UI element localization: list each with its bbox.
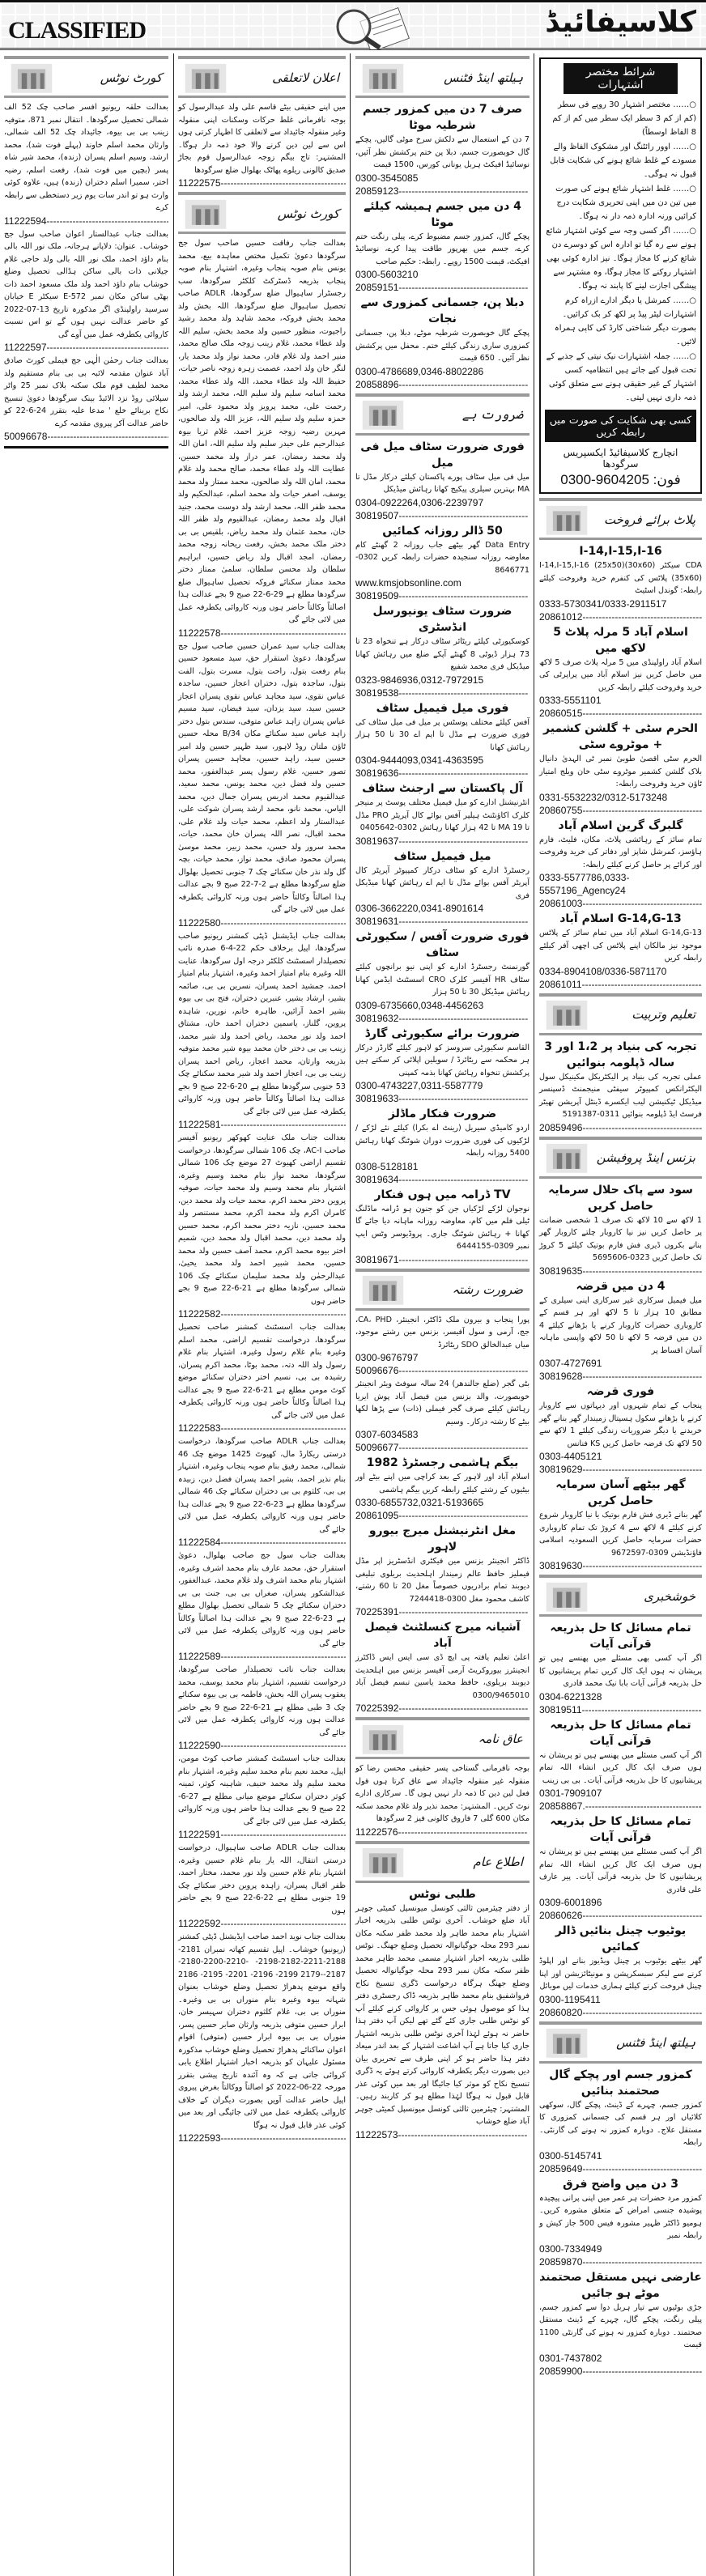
ad-phone: 0301-7909107 [539, 1787, 602, 1799]
classified-ad [178, 640, 346, 929]
classified-ad [355, 603, 530, 699]
classified-ad [178, 1321, 346, 1435]
ad-reference-number: 11222578 ----- [178, 627, 346, 640]
classified-ad [539, 1717, 702, 1813]
ad-phone: 0331-5532232/0312-5173248 [539, 791, 668, 803]
ad-reference-number: 11222593 ----- [178, 2132, 346, 2145]
rules-item: ○…… غلط اشتہار شائع ہونے کی صورت میں تین دن میں اپنی تحریری شکایت درج کرائیں ورنہ ادارہ ذمہ دار نہ ہوگا۔ [545, 182, 696, 223]
ad-body: بعدالت جناب نائب تحصیلدار صاحب سرگودھا، درخواست تقسیم، اشتہار بنام محمد یوسف، محمد یعقوب پسران اللہ بخش، فاطمہ بی بی بیوہ سکنائے چک 3 طبی مطلع ہے 21-6-22 صبح 9 بجے حاضر عدالت ہوں ورنہ کاروائی یکطرفہ عمل میں لائی جائے گی [178, 1665, 346, 1737]
section-title: ہیلتھ اینڈ فٹنس [444, 70, 523, 85]
ad-title: گھر بیٹھے آسان سرمایہ حاصل کریں [555, 1478, 686, 1507]
classified-ad [178, 1549, 346, 1663]
ad-title: سود سے پاک حلال سرمایہ حاصل کریں [548, 1183, 693, 1213]
ad-title: اسلام آباد 5 مرلہ پلاٹ 5 لاکھ میں [553, 625, 688, 655]
classified-ad [539, 2176, 702, 2268]
classified-ad [539, 1620, 702, 1716]
ad-body: از دفتر چیئرمین ثالثی کونسل میونسپل کمیٹی جوہر آباد ضلع خوشاب۔ آخری نوٹس طلبی بذریعہ اخبار اشتہار بنام محمد طاہر ولد محمد ظفر سکنہ مکان نمبر 293 محلہ جوگیانوالہ تحصیل وضلع جھنگ۔ نوٹس طلبی بذریعہ اخبار اشتہار مسمی محمد طاہر محمد ظفر سکنہ مکان نمبر 293 محلہ جوگیانوالہ تحصیل وضلع جھنگ ہرگاہ درخواست ڈگری تنسیخ نکاح فرواشفیق بنام محمد طاہر بذریعہ ڈاک رجسٹری دفتر ہذا کو موصول ہوئی جس پر کاروائی کرنے کیلئے آپ کو نوٹس طلبی جاری کئے گئے تھے لیکن آپ دفتر ہذا حاضر نہ ہوئے لہٰذا آخری نوٹس طلبی بذریعہ اشتہار جاری کیا جاتا ہے آپ اشاعت اشتہار کے بعد اندر میعاد دفتر ہذا حاضر ہو کر اپنی طرف سے تحریری بیان دیں بصورت دیگر یکطرفہ کاروائی کرتے ہوئے یہ ڈگری تنسیخ نکاح کو موثر کیا جائیگا اور بعد میں کوئی عذر قابل قبول نہ ہوگا لہٰذا مطلع ہو کر کاربند رہیں۔ المشتہر: چیئرمین ثالثی کونسل میونسپل کمیٹی جوہر آباد ضلع خوشاب [355, 1903, 530, 2126]
raised-hands-icon [359, 397, 407, 432]
classified-ad [4, 101, 168, 227]
ad-reference-number: 20858896 ----- [355, 378, 530, 391]
ad-title: یوٹیوب چینل بنائیں ڈالر کمائیں [555, 1924, 687, 1953]
ad-body: بعدالت جناب نوید احمد صاحب ایڈیشنل ڈپٹی کمشنر (ریونیو) خوشاب۔ اپیل تقسیم کھاتہ نمبران 2181-2188-2211-2182-2198- -2210-2200-2180-2187--2179 2199- 2196- 2201- 2195- 2186 واقع موضع پدھراڑ تحصیل وضلع خوشاب بعنوان شہانہ بیوہ وغیرہ بنام منوراں بی بی وغیرہ۔ منوراں بی بی، غلام کلثوم دختران سہیسر خان، ابرار حسین متوفی بذریعہ وارثان صابر حسین پسر، منوراں بی بی بیوہ ابرار حسین (متوفی) اقوام اعوان ساکنائے پدھراڑ تحصیل وضلع خوشاب مذکورہ مسئول علیہان کو بذریعہ اخبار اشتہار اطلاع یابی کروائی جاتی ہے کہ وہ آئندہ تاریخ پیشی بتقرر مورخہ 22-06-2022 کو اصالتاً ووکالتاً بغرض پیروی اپیل حاضر عدالت آویں بصورت دیگران کے خلاف کاروائی یکطرفہ عمل میں لائی جائیگی اور بعد میں کوئی عذر قابل قبول نہ ہوگا [177, 1932, 346, 2130]
ad-reference-number: 30819509 ----- [355, 589, 530, 602]
ad-reference-number: 30819636 ----- [355, 767, 530, 780]
ad-body: کمزور جسم، چہرے کے ڈینٹ، پچکے گال، سوکھی کلائیاں اور ہر قسم کی جسمانی کمزوری کا مستقل علاج۔ دوبارہ کمزور نہ ہونے کی گارنٹی۔ رابطہ [539, 2100, 702, 2147]
ad-body: G-14,G-13 اسلام آباد میں تمام سائز کے پلاٹس موجود نیز مالکان اپنے پلاٹس کی اچھی آفر کیلئے رابطہ کریں [539, 929, 702, 963]
classified-ad [539, 624, 702, 721]
ad-title: تمام مسائل کا حل بذریعہ قرآنی آیات [550, 1718, 691, 1748]
classified-ad [355, 1523, 530, 1618]
ad-reference-number: 30819628 ----- [539, 1370, 702, 1383]
ad-body: بعدالت جناب اسسٹنٹ کمشنر صاحب تحصیل سرگودھا، درخواست تقسیم اراضی، محمد اسلم وغیرہ بنام غلام رسول وغیرہ، اشتہار بنام غلام رسول ولد اللہ دتہ، محمد بوٹا، محمد اکرم پسران، رشیدہ بی بی، نسیم اختر دختران سکنائے موضع کوٹ مومن مطلع ہے 21-6-22 صبح 9 بجے عدالت ہذا اصالتاً وکالتاً حاضر ہوں ورنہ کاروائی یکطرفہ عمل میں لائی جائے گی [178, 1323, 346, 1420]
classified-ad [355, 1106, 530, 1186]
ad-body: بعدالت جناب اسسٹنٹ کمشنر صاحب کوٹ مومن، اپیل، محمد نعیم بنام محمد سلیم وغیرہ، اشتہار بنام محمد سلیم ولد محمد حنیف، شاہینہ کوثر، ثمینہ کوثر دختران سکنائے موضع میانی مطلع ہے 27-6-22 صبح 9 بجے عدالت ہذا حاضر ہوں ورنہ کاروائی یکطرفہ عمل میں لائی جائے گی [178, 1754, 346, 1826]
ad-phone: 0300-1195411 [539, 1993, 601, 2005]
classified-ad [355, 198, 530, 295]
ad-reference-number: 50096676 ----- [355, 1364, 530, 1377]
ad-reference-number: 20861012 ----- [539, 610, 702, 623]
ad-body: اعلیٰ تعلیم یافتہ پی ایچ ڈی سی ایس ایس ڈاکٹرز انجینئرز بیوروکریٹ آرمی آفیسر بزنس مین اہلحدیث دیوبند بریلوی، حافظ محمد یاسین تبسم فیصل آباد 0300/9465010 [355, 1653, 530, 1700]
classified-ad [178, 930, 346, 1132]
section-title: ضرورت رشتہ [452, 1282, 523, 1297]
ad-body: پچکے گال خوبصورت شرطیہ موٹے، دبلا پن، جسمانی کمزوری ساری زندگی کیلئے ختم۔ محفل میں پرکشش نظر آئیں۔ 650 قیمت [355, 329, 530, 363]
ad-phone: 0300-4743227,0311-5587779 [355, 1080, 483, 1091]
classified-ad [355, 1378, 530, 1454]
ad-reference-number: 30819632 ----- [355, 1012, 530, 1025]
ad-title: 4 دن میں جسم ہمیشہ کیلئے موٹا [364, 199, 521, 229]
ad-title: گلبرگ گرین اسلام آباد [558, 818, 683, 832]
ad-phone: www.kmsjobsonline.com [355, 577, 461, 589]
ad-phone: 0308-5128181 [355, 1160, 419, 1172]
ad-body: بوجہ نافرمانی گستاخی پسر حقیقی محسن رضا کو منقولہ غیر منقولہ جائیداد سے عاق کرتا ہوں قول فعل لین دین کا ذمہ دار نہیں ہوں گا۔ سرکاری ادارے نوٹ کریں۔ المشتہر: محمد نذیر ولد غلام محمد سکنہ مکان 600 گلی 7 فاروق کالونی فیز 2 سرگودھا [355, 1764, 530, 1823]
ad-title: فوری میل فیمیل سٹاف [376, 701, 509, 715]
section-end-rule [4, 446, 168, 448]
ad-body: بعدالت حلقہ ریونیو افسر صاحب چک 52 الف شمالی تحصیل سرگودھا۔ انتقال نمبر 871، متوفیہ زینب بی بی بیوہ، جائیداد چک 52 الف شمالی، وارثان محمد اسلم خاوند (پہلے فوت شد)، محمد ارشد، وسیم اسلم پسران (زندہ)، محمد شیر شاہ پسر (بچپن میں فوت شد)، رفعت اسلم، رضیہ اختر، سمیرا اسلم دختران (زندہ) ہیں، علاوہ کوئی وارث ہو تو اندر سات یوم زیر دستخطی سے رابطہ کرے [4, 103, 168, 212]
ad-reference-number: 30819629 ----- [539, 1463, 702, 1476]
books-icon [542, 997, 591, 1032]
classified-ad [355, 295, 530, 391]
rules-item: ○…… اگر کسی وجہ سے کوئی اشتہار شائع ہونے سے رہ گیا تو ادارہ اس کو دوسرے دن شائع کرنے کا مجاز ہوگا۔ نیز ادارہ کوئی بھی اشتہار روکنے کا مجاز ہوگا، وہ مشتہر سے پیشگی اجازت لینے کا پابند نہ ہوگا۔ [545, 224, 696, 293]
masthead-title-english: CLASSIFIED [8, 17, 147, 44]
section-title: اطلاع عام [473, 1855, 523, 1869]
ad-reference-number: 20858867. ----- [539, 1800, 702, 1813]
ad-rules-box [539, 57, 702, 494]
section-title: ضرورت ہے [461, 407, 523, 422]
section-title: بزنس اینڈ پروفیشن [596, 1150, 695, 1165]
ad-body: الحرم سٹی اقصیٰ طوبیٰ نمبر ٹی الہدیٰ دانیال بلاک گلشن کشمیر موٹروے سٹی خان ویلج امتیاز ٹاؤن خرید وفروخت رابطہ: [539, 755, 702, 789]
rules-item: ○…… مختصر اشتہار 30 روپے فی سطر (کم از کم 3 سطر ایک سطر میں کم از کم 8 الفاظ اوسطاً) [545, 98, 696, 139]
classified-ad [178, 101, 346, 189]
classified-ad [539, 1182, 702, 1277]
ad-title: ضرورت برائے سکیورٹی گارڈ [364, 1027, 521, 1040]
classified-ad [178, 1664, 346, 1752]
ad-phone: 0307-4727691 [539, 1358, 602, 1369]
ad-phone: 0323-9846936,0312-7972915 [355, 674, 484, 686]
ad-reference-number: 50096677 ----- [355, 1441, 530, 1454]
ad-title: آل پاکستان سے ارجنٹ سٹاف [362, 782, 523, 795]
ad-body: میل فی میل سٹاف پورے پاکستان کیلئے درکار مڈل تا MA بہترین سیلری پیکیج کھانا رہائش میڈیکل [355, 472, 530, 494]
section-title: کورٹ نوٹس [277, 206, 339, 221]
plot-icon [542, 502, 591, 538]
courthouse-icon [181, 196, 230, 232]
ad-reference-number: 11222589 ----- [178, 1650, 346, 1663]
ad-reference-number: 20859900 ----- [539, 2365, 702, 2378]
masthead-title-urdu: کلاسیفائیڈ [545, 6, 696, 39]
ad-phone: 0300-9676797 [355, 1352, 419, 1363]
ad-title: فوری ضرورت آفس / سکیورٹی سٹاف [355, 930, 530, 959]
ad-title: الحرم سٹی + گلشن کشمیر + موٹروے سٹی [543, 722, 698, 751]
contact-phone: 0300-9604205 :فون [560, 472, 681, 487]
ad-phone: 0300-7334949 [539, 2242, 602, 2255]
section-header [539, 498, 702, 540]
ad-title: ضرورت سٹاف یونیورسل انڈسٹری [372, 605, 512, 634]
section-title: اعلان لاتعلقی [272, 70, 339, 85]
section-header [539, 1575, 702, 1617]
classified-ad [355, 523, 530, 603]
incharge-label: انچارج کلاسیفائیڈ ایکسپریس سرگودھا [563, 447, 678, 470]
column-3 [351, 53, 534, 2576]
classified-ad [355, 1886, 530, 2141]
classified-ad [355, 1187, 530, 1266]
classified-ad [539, 543, 702, 623]
ad-body: نوجوان لڑکے لڑکیاں جن کو جنون ہو ڈرامہ ماڈلنگ ٹیلی فلم میں کام، معاوضہ روزانہ ماہانہ دیا جائے گا کھانا + رہائش شوٹنگ جاری۔ پروڈیوسر وٹس ایپ نمبر 0309-6444155 [355, 1204, 530, 1251]
section-title: خوشخبری [644, 1588, 695, 1604]
ad-body: بعدالت جناب سید عمران حسین صاحب سول جج سرگودھا، دعویٰ استقرار حق، سید مسعود حسین بنام رفعت بتول، راحت بتول، مسرت بتول، الفت بتول، ساجدہ بتول، دختران اعجاز حسین، ساجدہ عباس نقوی، سید مجاہد عباس نقوی پسران اعجاز حسین سید، سید یزدان، سید فیضان، سید مسیم عباس پسران زاہد عباس متوفی، سندس بتول دختر زاہد عباس سید سکنائے مکان 34/B محلہ حسین ٹاؤن ملتان روڈ لاہور، سید ظہیر حسین ولد امیر حسین سید، زاہد حسین، مجاہد حسین پسران تصور حسین، غلام رسول پسر عبدالغفور، محمد حسین ولد فضل دین، محمد یونس، محمد سعید، عبدالقیوم محمد ادریس پسران جمال دین، محمد الیاس، محمد نانو، محمد ارشد پسران شوکت علی، عبدالستار ولد اعظم، محمد حیات ولد غلام علی، محمد اقبال، نصر اللہ پسران خان محمد، حیات، محمد سرور ولد حسن، محمد زبیر، محمد موسیٰ پسران محمود صادق، محمد نواز، محمد حیات، بچہ گل ولد نذر خان سکنائے چک 7 جنوبی تحصیل بھلوال ضلع سرگودھا مطلع ہے 2-7-22 صبح 9 بجے عدالت ہذا اصالتاً وکالتاً حاضر ہوں ورنہ کاروائی یکطرفہ عمل میں لائی جائے گی [178, 641, 347, 914]
ad-reference-number: 11222590 ----- [178, 1739, 346, 1752]
ad-reference-number: 11222580 ----- [178, 916, 346, 929]
classified-ad [539, 1477, 702, 1572]
ad-phone: 0309-6001896 [539, 1897, 602, 1908]
ad-reference-number: 11222597 ----- [4, 341, 168, 354]
ad-title: عارضی نہیں مستقل صحتمند موٹے ہو جائیں [539, 2270, 702, 2300]
ad-title: آشیانہ میرج کنسلٹنٹ فیصل آباد [364, 1621, 521, 1650]
classified-ad [539, 818, 702, 911]
ad-body: القاسم سکیورٹی سروسز کو لاہور کیلئے گارڈز درکار ہر محکمہ سے ریٹائرڈ / سویلین اپلائی کر سکتے ہیں پرکشش تنخواہ رہائش کھانا بذمہ کمپنی [355, 1043, 530, 1078]
ad-body: 1 لاکھ سے 10 لاکھ تک صرف 1 شخصی ضمانت پر حاصل کریں نیز نیا کاروبار چلتے کاروبار گھر بنانے بکروں ڈیری فش فارم بوتیک کیلئے 5 کروڑ تک حاصل کریں 0323-5695606 [539, 1215, 702, 1262]
ad-body: کوسکیورٹی کیلئے ریٹائر سٹاف درکار ہے تنخواہ 23 تا 73 ہزار ڈیوٹی 8 گھنٹے آپکے ضلع میں رہائش کھانا میڈیکل فری محمد شفیع [355, 637, 530, 671]
ad-title: تمام مسائل کا حل بذریعہ قرآنی آیات [550, 1815, 691, 1844]
classified-ad [355, 439, 530, 522]
ad-title: فوری قرضہ [586, 1385, 655, 1398]
ad-reference-number: 20861003 ----- [539, 897, 702, 910]
section-header [355, 1717, 530, 1759]
section-title: عاق نامہ [478, 1731, 523, 1746]
ad-body: اگر آپ کسی بھی مسئلے میں پھنسے ہیں تو پریشان نہ ہوں ایک کال کریں تمام پریشانیوں کا حل بذریعہ قرآنی آیات بابا نیک محمد قادری [539, 1654, 702, 1688]
fitness-icon [542, 2025, 591, 2060]
ad-reference-number: 30819507 ----- [355, 509, 530, 522]
classified-ad [355, 1619, 530, 1715]
ad-title: ضرورت فنکار ماڈلز [388, 1107, 497, 1120]
section-header [178, 192, 346, 234]
ad-reference-number: 11222582 ----- [178, 1307, 346, 1320]
ad-body: بعدالت جناب سول جج صاحب بھلوال، دعویٰ استقرار حق، محمد عارف بنام محمد اشرف وغیرہ، اشتہار بنام محمد اشرف ولد غلام محمد، عبدالغفور، عبدالشکور پسران، صغراں بی بی، جنت بی بی دختران سکنائے چک 5 شمالی تحصیل بھلوال مطلع ہے 23-6-22 صبح 9 بجے عدالت ہذا اصالتاً وکالتاً حاضر ہوں ورنہ کاروائی یکطرفہ عمل میں لائی جائے گی [178, 1551, 347, 1648]
ad-body: گھر بنانے ڈیری فش فارم بوتیک یا نیا کاروبار شروع کرنے کیلئے 4 لاکھ سے 4 کروڑ تک تمام کاروباری حضرات سرمایہ حاصل کریں السعودیہ اسلامی فاؤنڈیشن 0309-9672597 [539, 1511, 702, 1558]
ad-body: بعدالت جناب رفاقت حسین صاحب سول جج سرگودھا دعویٰ تکمیل مختص معاہدہ بیع، محمد یونس بنام صوبہ پنجاب وغیرہ، اشتہار بنام صوبہ پنجاب بذریعہ ڈسٹرکٹ کلکٹر سرگودھا، سب رجسٹرار ساہیوال ضلع سرگودھا، ADLR صاحب تحصیل ساہیوال ضلع سرگودھا، اللہ بخش ولد محمد بخش فروکہ، محمد شاہد ولد محمد رشید راجپوت، منظور حسین ولد محمد بخش، سلیم اللہ ولد عطاء محمد، غلام زینب زوجہ ملک صالح محمد، منیر احمد ولد غلام قادر، محمد نواز ولد محمد یار، لنگر خان ولد احمد، عصمت زہرہ زوجہ ناصر حیات، حفیظ اللہ ولد عطاء محمد، اللہ ولد عطاء محمد، محمد اسامہ سلیم ولد سلیم اللہ، محمد ارشد ولد رحمت علی، محمد پرویز ولد محمود علی، امیر حمزہ سلیم ولد سلیم اللہ، عزیز اللہ ولد صالحوں، مہرین رضیہ زوجہ عزیز احمد، غلام ثریا بیوہ عبدالرحیم علی حیدر سلیم ولد سلیم اللہ، امان اللہ ولد محمد رمضان، عمر دراز ولد محمد حسین، عطایت اللہ ولد عطاء محمد، صالح محمد ولد غلام محمد، امان اللہ ولد صالحوں، محمد ممتاز ولد محمد یوسف، اصغر حیات ولد محمد اسلم، عبدالحکیم ولد محمد ظفر اللہ، محمد ارشد ولد دوست محمد، جنید اقبال ولد محمد رمضان، عبدالقیوم ولد ظفر اللہ خان، محمد عثمان ولد محمد ریاض، بلقیس بی بی دختر ملک محمد بخش، رفعت ریحانہ زوجہ محمد رمضان، امجد اقبال ولد ریاض حسین، ابراہیم سلطان ولد محسن سلطان، سلمیٰ ممتاز دختر محمد ممتاز سکنائے فروکہ تحصیل ساہیوال ضلع سرگودھا مطلع ہے 29-6-22 صبح 9 بجے عدالت ہذا اصالتاً وکالتاً حاضر ہوں ورنہ کاروائی یکطرفہ عمل میں لائی جائے گی [178, 239, 346, 624]
ad-body: رجسٹرڈ ادارے کو سٹاف درکار کمپیوٹر آپریٹر کال آپریٹر آفس بوائے مڈل تا ایم اے رہائش کھانا میڈیکل فری [355, 865, 530, 900]
ad-body: عملی تجربہ کی بنیاد پر الیکٹریکل مکینیکل سول الیکٹرانکس کمپیوٹر سیفٹی منیجمنٹ ڈسپنسر میڈیکل ٹیکنیشن لیب ایکسرے ڈینٹل آپریشن تھیٹر فرسٹ ایڈ ڈپلومہ بنوائیں 0311-5191387 [539, 1072, 702, 1119]
ad-reference-number: 11222591 ----- [178, 1828, 346, 1841]
classified-ad [355, 1314, 530, 1378]
ad-body: گھر بیٹھے یوٹیوب پر چینل ویڈیوز بنانے اور اپلوڈ کرنے سے لیکر سبسکرپشن و مونیٹائزیشن اور اپنا چینل فروخت کرنے کیلئے ہماری خدمات لیں موبائل [539, 1957, 702, 1991]
classified-ad [178, 1132, 346, 1320]
section-header [355, 56, 530, 98]
column-1 [0, 53, 172, 2576]
ad-phone: 0300-5603210 [355, 269, 419, 280]
column-2 [173, 53, 351, 2576]
ad-reference-number: 20860820 ----- [539, 2006, 702, 2019]
ad-reference-number: 20861011 ----- [539, 978, 702, 991]
ad-reference-number: 30819633 ----- [355, 1092, 530, 1105]
ad-phone: 0330-6855732,0321-5193665 [355, 1497, 484, 1508]
classified-ad [539, 1813, 702, 1922]
ad-body: Data Entry گھر بیٹھے جاب روزانہ 2 گھنٹے کام معاوضہ روزانہ سنجیدہ حضرات رابطہ کریں 0302-8646771 [355, 540, 530, 575]
section-header [539, 993, 702, 1035]
section-header [355, 1269, 530, 1311]
ad-title: طلبی نوٹس [409, 1887, 476, 1901]
ad-body: بعدالت جناب ADLR صاحب ساہیوال، درخواست درستی انتقال، اللہ یار بنام غلام حسین وغیرہ، اشتہار بنام غلام حسین ولد نور محمد، مختار احمد، ظفر اقبال پسران، زاہدہ پروین دختر سکنائے چک 19 جنوبی مطلع ہے 22-6-22 صبح 9 بجے حاضر ہوں [178, 1843, 346, 1915]
couple-icon [359, 1272, 407, 1307]
ad-body: بٹی گجر (ضلع جالندھر) 24 سالہ سوفٹ ویئر انجینئر خوبصورت، والد بزنس مین فیصل آباد پوش ایریا رہائش کیلئے صرف گجر فیملی (ذات) سے پڑھا لکھا بیٹے کا رشتہ درکار۔ وسیم [355, 1379, 530, 1426]
ad-phone: 0304-0922264,0306-2239797 [355, 496, 484, 508]
ad-body: اردو کامیڈی سیریل (رینٹ اے بکرا) کیلئے نئے لڑکے / لڑکیوں کی فوری ضرورت دوران شوٹنگ کھانا رہائش 5400 روزانہ رابطہ [355, 1124, 530, 1158]
ad-title: 50 ڈالر روزانہ کمائیں [382, 524, 503, 538]
ad-title: مغل انٹرنیشنل میرج بیورو لاہور [368, 1524, 517, 1554]
ad-phone: 0333-5730341/0333-2911517 [539, 597, 667, 610]
gift-box-icon [542, 1579, 591, 1614]
classified-ad [178, 237, 346, 640]
rules-item: ○…… اوور رائٹنگ اور مشکوک الفاظ والے مسودے کے غلط شائع ہونے کی شکایت قابل قبول نہ ہوگی۔ [545, 140, 696, 181]
ad-reference-number: 20861095 ----- [355, 1509, 530, 1522]
section-header [4, 56, 168, 98]
ad-body: آفس کیلئے مختلف پوسٹس پر میل فی میل سٹاف کی فوری ضرورت ہے مڈل تا ایم اے 30 تا 50 ہزار رہائش کھانا [355, 717, 530, 752]
ad-title: TV ڈرامہ میں ہوں فنکار [374, 1188, 511, 1201]
broken-chain-icon [359, 1721, 407, 1757]
ad-body: اسلام آباد راولپنڈی میں 5 مرلہ پلاٹ صرف 5 لاکھ میں حاصل کریں نیز اسلام آباد میں پراپرٹی کی خرید وفروخت کیلئے رابطہ کریں [539, 657, 702, 692]
ad-body: میل فیمیل سرکاری غیر سرکاری اپنی سیلری کے مطابق 10 ہزار تا 5 لاکھ اور ہر قسم کے کاروباری حضرات کاروبار کرنے یا بڑھانے کیلئے 4 دن میں قرضہ 5 لاکھ تا 50 لاکھ واپسی ماہانہ آسان اقساط پر [539, 1295, 702, 1355]
ad-reference-number: 11222576 ----- [355, 1826, 530, 1838]
classified-ad [539, 1039, 702, 1134]
ad-body: اگر آپ کسی مسئلے میں پھنسے ہیں تو پریشان نہ ہوں صرف ایک کال کریں انشاء اللہ تمام پریشانیوں کا حل بذریعہ قرآنی آیات۔ بی بی زینب [539, 1750, 702, 1785]
ad-reference-number: 70225392 ----- [355, 1702, 530, 1715]
ad-reference-number: 30819671 ----- [355, 1253, 530, 1266]
ad-reference-number: 30819635 ----- [539, 1265, 702, 1277]
ad-phone: 0333-5551101 [539, 695, 602, 706]
ad-reference-number: 30819634 ----- [355, 1173, 530, 1186]
announcement-icon [359, 1844, 407, 1880]
ad-reference-number: 20859649 ----- [539, 2162, 702, 2175]
section-header [355, 393, 530, 436]
ad-body: بعدالت جناب ایڈیشنل ڈپٹی کمشنر ریونیو صاحب سرگودھا، اپیل برخلاف حکم 22-4-6 صدرہ نائب تحصیلدار اسسٹنٹ کلکٹر درجہ اول سرگودھا، عنایت اللہ وغیرہ بنام امتیاز احمد وغیرہ، اشتہار بنام امتیاز احمد، جمشید احمد پسران، نسرین بی بی، صائمہ بشیر، ارشاد بشیر، عنبرین دختران، فتح بی بی بیوہ بشیر احمد آرائیں، طاہرہ خانم، نورین، شاہدہ پروین، گلناز، یاسمین دختران احمد خان، مشتاق احمد ولد نور محمد، ریاض احمد ولد شیر محمد، زینب بی بی دختر خان محمد بیوہ شیر محمد متوفیہ بذریعہ وارثان، محمد اعجاز، ریاض احمد پسران زینب بی بی، اعجاز احمد ولد شیر محمد سکنائے چک 53 جنوبی سرگودھا مطلع ہے 20-6-22 صبح 9 بجے عدالت ہذا اصالتاً وکالتاً حاضر ہوں ورنہ کاروائی یکطرفہ عمل میں لائی جائے گی [178, 931, 346, 1116]
classified-ad [355, 1762, 530, 1838]
ad-reference-number: 30819511 ----- [539, 1703, 702, 1716]
ad-phone: 0304-6221328 [539, 1690, 602, 1702]
courthouse-icon [7, 60, 56, 96]
ad-title: کمزور جسم اور پچکے گال صحتمند بنائیں [549, 2068, 692, 2098]
ad-reference-number: 11222575 ----- [178, 176, 346, 189]
classified-ad [178, 1931, 346, 2145]
ad-title: دبلا پن، جسمانی کمزوری سے نجات [360, 296, 525, 325]
section-title: کورٹ نوٹس [100, 70, 162, 85]
ad-reference-number: 11222573 ----- [355, 2128, 530, 2141]
ad-reference-number: 11222594 ----- [4, 215, 168, 227]
ad-title: میل فیمیل سٹاف [393, 849, 491, 863]
masthead [0, 0, 706, 50]
ad-phone: 0300-3545085 [355, 172, 419, 184]
classified-ad [178, 1842, 346, 1930]
ad-reference-number: 20860755 ----- [539, 804, 702, 817]
rules-title: شرائط مختصر اشتہارات [564, 63, 677, 94]
ad-body: ڈاکٹر انجینئر بزنس مین فیکٹری انڈسٹریز اپر مڈل فیملیز حافظ عالم زمیندار اہلحدیث بریلوی تبلیغی دیوبند تمام برادریوں خصوصاً مغل 20 تا 60 رشتے، کاشف محمود مغل 0300-7244418 [355, 1557, 530, 1604]
classified-ad [539, 1278, 702, 1384]
magnifier-newspaper-icon [320, 7, 417, 49]
classified-ad [539, 2269, 702, 2378]
ad-title: بیگم ہاشمی رجسٹرڈ 1982 [366, 1456, 519, 1469]
planner-clock-icon [542, 1140, 591, 1175]
section-title: پلاٹ برائے فروخت [603, 512, 695, 527]
classified-ad [355, 780, 530, 848]
ad-body: اسلام آباد اور لاہور کے بعد کراچی میں اپنے بیٹے اور بیٹیوں کے رشتے کیلئے رابطہ کریں بیگم ہاشمی [355, 1473, 530, 1494]
ad-body: انٹرنیشنل ادارے کو میل فیمیل مختلف پوسٹ پر منیجر کلرک اکاؤنٹنٹ ہیلپر آفس بوائے کال آپریٹر PRO مڈل تا MA 19 تا 42 ہزار کھانا رہائش 0302-0405642 [355, 798, 530, 832]
ad-body: گورنمنٹ رجسٹرڈ ادارے کو اپنی نیو برانچوں کیلئے سٹاف HR آفیسر کلرک CRO اسسٹنٹ ایڈمن کھانا رہائش میڈیکل 30 تا 50 ہزار [355, 963, 530, 997]
ad-reference-number: 20859123 ----- [355, 185, 530, 198]
ad-phone: 0309-6735660,0348-4456263 [355, 999, 484, 1011]
ad-body: پچکے گال، کمزور جسم مضبوط کرے، پیلی رنگت ختم کرے، جسم میں بھرپور طاقت پیدا کرے، نوسائیڈ افیکٹ، قیمت 1500 روپے۔ رابطہ: حکیم صاحب [355, 232, 530, 266]
ad-body: بعدالت جناب ADLR صاحب سرگودھا، درخواست درستی ریکارڈ مال، کھیوٹ 1425 موضع چک 46 شمالی، محمد رفیق بنام صوبہ پنجاب وغیرہ، اشتہار بنام نذیر احمد، بشیر احمد پسران فضل دین، زبیدہ بی بی، کلثوم بی بی دختران سکنائے چک 46 شمالی سرگودھا مطلع ہے 23-6-22 صبح 9 بجے عدالت ہذا حاضر ہوں ورنہ کاروائی یکطرفہ عمل میں لائی جائے گی [178, 1437, 346, 1534]
classified-ad [4, 355, 168, 448]
ad-title: تمام مسائل کا حل بذریعہ قرآنی آیات [550, 1622, 691, 1651]
section-header [539, 2021, 702, 2064]
ad-phone: 0300-5145741 [539, 2149, 602, 2162]
classified-ad [355, 929, 530, 1025]
ad-body: میں اپنے حقیقی بیٹے قاسم علی ولد عبدالرسول کو بوجہ نافرمانی غلط حرکات وسکنات اپنی منقولہ وغیر منقولہ جائیداد سے لاتعلقی کا اظہار کرتی ہوں اس سے لین دین کرنے والا خود ذمہ دار ہوگا۔ المشتہر: تاج بیگم زوجہ عبدالرسول قوم بجاڑ صدیق کالونی ریلوے پھاٹک بھلوال ضلع سرگودھا [178, 103, 346, 175]
ad-body: بعدالت جناب رحمٰن الٰہی جج فیملی کورٹ صادق آباد عنوان مقدمہ لائبہ بی بی بنام مستقیم ولد محمد لطیف قوم ملک سکنہ بلاک نمبر 25 واٹر سپلائی روڈ نزد الائیڈ بینک سرگودھا دعویٰ تنسیخ نکاح بربنائے خلع ' مدعا علیہ بتقرر 24-6-22 کو حاضر عدالت آکر پیروی مقدمہ کرے [4, 356, 169, 428]
classified-ad [539, 721, 702, 817]
ad-phone: 0307-6034583 [355, 1429, 419, 1440]
ad-body: کمزور مرد حضرات ہر عمر میں اپنی پرانی پیچیدہ پوشیدہ جنسی امراض کے متعلق مشورہ کریں۔ ہومیو ڈاکٹر ظہیر مشورہ فیس 500 جاز کیش و رابطہ نمبر [539, 2193, 702, 2240]
ad-reference-number: 30819631 ----- [355, 915, 530, 928]
ad-phone: 0333-5577786,0333-5557196_Agency24 [539, 872, 630, 896]
ad-reference-number: 11222584 ----- [178, 1536, 346, 1549]
classified-ad [355, 101, 530, 198]
ad-body: پورا پنجاب و بیرون ملک ڈاکٹر، انجینئر، CA، PHD، جج، آرمی و سول آفیسر، بزنس مین رشتے موجود، میاں عبدالخالق SDO ریٹائرڈ [355, 1315, 530, 1350]
section-title: ہیلتھ اینڈ فٹنس [616, 2035, 695, 2050]
ad-body: 7 دن کے استعمال سے دلکش سرخ موٹی گالیں، پچکے گال خوبصورت جسم، دبلا پن ختم پرکشش نظر آئیں، نوسائیڈ افیکٹ ہربل یونانی کورس، 1500 قیمت [355, 135, 530, 169]
classified-ad [539, 1384, 702, 1476]
ad-reference-number: 11222592 ----- [178, 1917, 346, 1930]
ad-phone: 0334-8904108/0336-5871170 [539, 965, 667, 977]
rules-item: ○…… کمرشل یا دیگر ادارے ازراہ کرم اشتہارات لیٹر پیڈ پر لکھ کر بک کرائیں۔ بصورت دیگر شناختی کارڈ کی کاپی ہمراہ لائیں۔ [545, 294, 696, 349]
ad-reference-number: 30819538 ----- [355, 687, 530, 699]
classified-ad [355, 1455, 530, 1522]
classified-ad [178, 1753, 346, 1841]
ad-reference-number: 11222581 ----- [178, 1118, 346, 1131]
section-header [178, 56, 346, 98]
classified-ad [355, 848, 530, 929]
ad-reference-number: 20859870 ----- [539, 2255, 702, 2268]
ad-body: CDA سیکٹر I-14,I-15,I-16 (25x50)(30x60)(35x60) پلاٹس کی کنفرم خرید وفروخت کیلئے رابطہ: گوندل اسٹیٹ [539, 561, 702, 595]
ad-body: اگر آپ کسی مسئلے میں پھنسے ہیں تو پریشان نہ ہوں صرف ایک کال کریں انشاء اللہ تمام پریشانیوں کا حل بذریعہ قرآنی آیات۔ پیر عارف علی قادری [539, 1847, 702, 1894]
ad-title: 4 دن میں قرضہ [576, 1279, 666, 1293]
ad-reference-number: 11222583 ----- [178, 1422, 346, 1435]
ad-title: 3 دن میں واضح فرق [563, 2177, 678, 2191]
ad-reference-number: 30819637 ----- [355, 835, 530, 848]
classified-ad [355, 1026, 530, 1106]
ad-body: تمام سائز کے رہائشی پلاٹ، مکان، فلیٹ، فارم ہاؤسز، کمرشل شاپز اور دفاتر کی خرید وفروخت اور کرائے پر حاصل کرنے کیلئے رابطہ: [539, 835, 702, 869]
complaint-banner: کسی بھی شکایت کی صورت میں رابطہ کریں [545, 410, 696, 442]
ad-body: پنجاب کے تمام شہروں اور دیہاتوں سے کاروبار کرنے یا بڑھانے سکول ہسپتال زمیندار گھر بنانے گھر خریدنے یا دیگر ضروریات زندگی کیلئے 1 لاکھ سے 50 لاکھ تک قرضہ حاصل کریں KS فنانس [539, 1401, 702, 1448]
column-4 [535, 53, 706, 2576]
ad-body: جڑی بوٹیوں سے تیار ہربل دوا سے کمزور جسم، پیلی رنگت، پچکے گال، چہرے کے ڈینٹ مستقل صحتمند۔ دوبارہ کمزور نہ ہونے کی گارنٹی 1100 قیمت [539, 2302, 702, 2349]
classified-ad [355, 700, 530, 780]
rules-item: ○…… جملہ اشتہارات نیک نیتی کے جذبے کے تحت قبول کیے جاتے ہیں انتظامیہ کسی اشتہار کے غیر حقیقی ہونے سے متعلق کوئی ذمہ داری نہیں لیتی۔ [545, 350, 696, 405]
section-header [355, 1841, 530, 1883]
ad-phone: 0300-4786689,0346-8802286 [355, 365, 484, 377]
classified-ad [539, 911, 702, 991]
ad-phone: 0303-4405121 [539, 1451, 602, 1462]
ad-title: تجربہ کی بنیاد پر 1،2 اور 3 سالہ ڈپلومہ بنوائیں [544, 1039, 697, 1069]
ad-reference-number: 20860626 ----- [539, 1909, 702, 1922]
ad-reference-number: 50096678 ----- [4, 430, 168, 443]
ad-body: بعدالت جناب عبدالستار اعوان صاحب سول جج خوشاب۔ عنوان: دلاپانے ہرجانہ، ملک نور اللہ بالی بنام داؤد احمد، ملک نور اللہ بالی ولد حاجی غلام جیلانی ذات بالی ساکن ہڈالی تحصیل وضلع خوشاب بنام داؤد احمد ولد ملک مسعود احمد ذات بھٹی ساکن مکان نمبر 572-E سیکٹر E خیابان سرسید راولپنڈی اگر مذکورہ تاریخ 13-07-2022 کو حاضر عدالت نہیں ہوں گے تو اس نسبت کاروائی یکطرفہ عمل میں آوے گی [4, 229, 168, 339]
classified-ad [178, 1435, 346, 1549]
ad-title: فوری ضرورت سٹاف میل فی میل [360, 440, 525, 470]
section-title: تعلیم وتربیت [632, 1007, 695, 1022]
classified-ad [539, 2067, 702, 2175]
ad-title: G-14,G-13 اسلام آباد [559, 912, 682, 925]
fitness-icon [359, 60, 407, 96]
classified-ad [539, 1923, 702, 2019]
ad-reference-number: 30819630 ----- [539, 1559, 702, 1572]
ad-phone: 0301-7437802 [539, 2352, 602, 2364]
ad-reference-number: 20859151 ----- [355, 281, 530, 294]
ad-reference-number: 70225391 ----- [355, 1605, 530, 1618]
ad-phone: 0306-3662220,0341-8901614 [355, 903, 484, 914]
section-header [539, 1137, 702, 1179]
family-icon [181, 60, 230, 96]
ad-body: بعدالت جناب ملک عنایت کھوکھر ریونیو آفیسر صاحب AC-I، چک 106 شمالی سرگودھا، درخواست تقسیم اراضی کھیوٹ 27 موضع چک 106 شمالی سرگودھا، محمد نواز بنام محمد وسیم وغیرہ، اشتہار بنام محمد وسیم ولد محمد حیات، صوفیہ پروین دختر محمد اکرم، محمد حیات ولد محمد دین، کامران اکرم ولد محمد اکرم، محمد مستنصر ولد محمد حسین، نازیہ دختر محمد اکرم، محمد حسین ولد محمد دین، محمد اقبال ولد محمد دین، شمیم اختر بیوہ محمد اکرم، محمد آصف حسین ولد محمد حسین، محمد شبیر احمد ولد محمد یحییٰ، عبدالرحمٰن ولد محمد سلیمان سکنائے چک 106 شمالی سرگودھا مطلع ہے 21-6-22 صبح 9 بجے حاضر ہوں [178, 1133, 346, 1306]
classified-ad [4, 228, 168, 355]
ad-title: I-14,I-15,I-16 [579, 545, 662, 558]
ad-phone: 0304-9444093,0341-4363595 [355, 755, 484, 766]
ad-reference-number: 20860515 ----- [539, 707, 702, 720]
ad-title: صرف 7 دن میں کمزور جسم شرطیہ موٹا [362, 103, 523, 132]
ad-reference-number: 20859496 ----- [539, 1121, 702, 1134]
